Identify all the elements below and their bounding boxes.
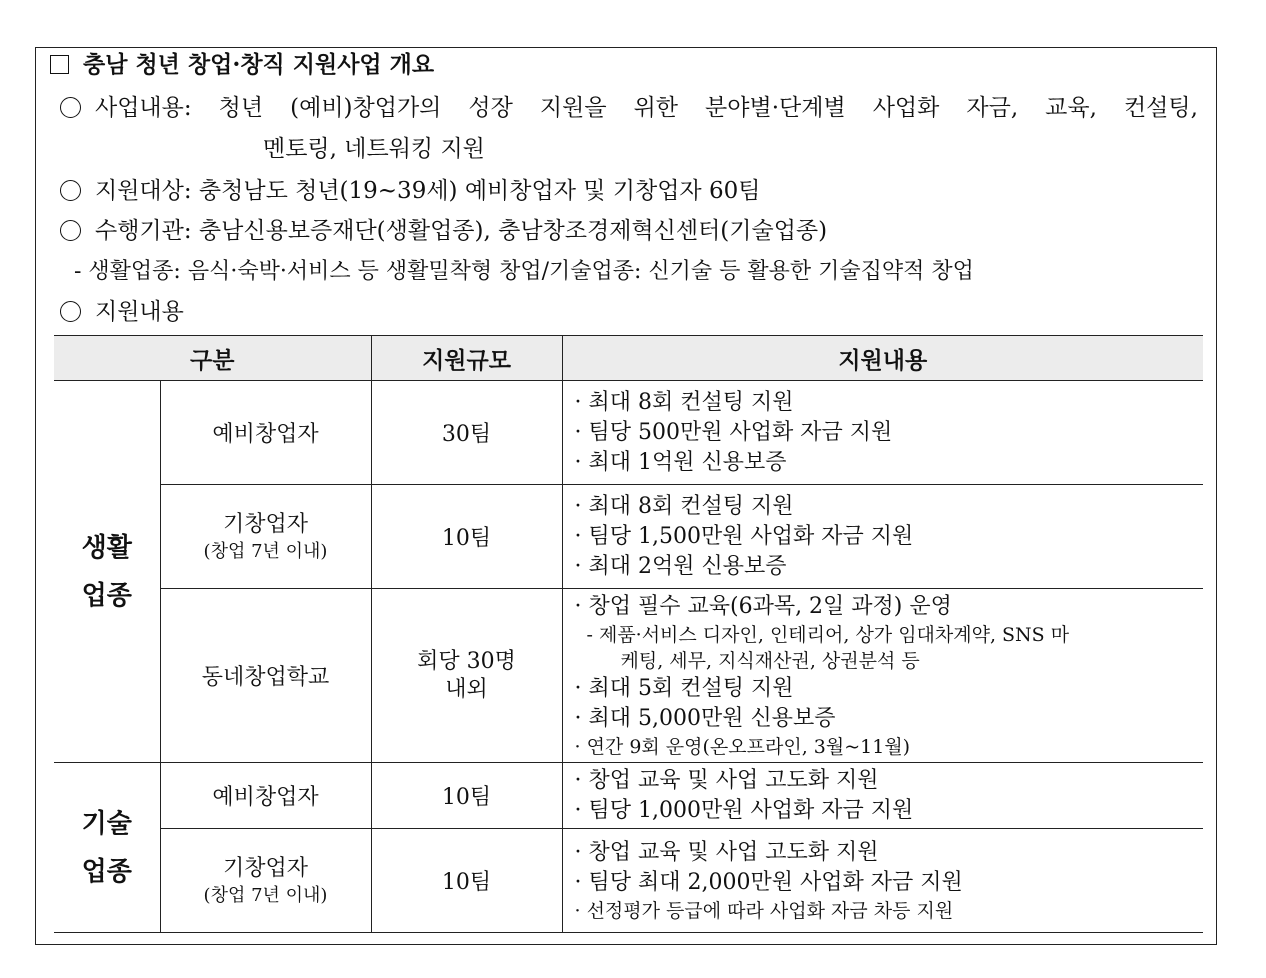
- table-row: [54, 829, 1203, 933]
- scale-cell: 회당 30명 내외: [371, 589, 562, 763]
- scale-cell: 30팀: [371, 381, 562, 485]
- content-cell: · 최대 8회 컨설팅 지원 · 팀당 500만원 사업화 자금 지원 · 최대 1억원 신용보증: [562, 381, 1203, 485]
- table-row: [54, 485, 1203, 589]
- type-cell: 예비창업자: [160, 381, 371, 485]
- category-life: 생활 업종: [54, 381, 160, 763]
- table-header-row: [54, 336, 1203, 381]
- overview-business: 사업내용: 청년 (예비)창업가의 성장 지원을 위한 분야별·단계별 사업화 자금, 교육, 컨설팅,: [60, 93, 1198, 123]
- type-cell: 동네창업학교: [160, 589, 371, 763]
- table-row: [54, 589, 1203, 763]
- document-title: 충남 청년 창업·창직 지원사업 개요: [50, 50, 434, 80]
- scale-cell: 10팀: [371, 763, 562, 829]
- overview-support: 지원내용: [60, 297, 184, 327]
- content-cell: · 창업 교육 및 사업 고도화 지원 · 팀당 1,000만원 사업화 자금 지원: [562, 763, 1203, 829]
- square-bullet-icon: [50, 55, 69, 74]
- overview-agency: 수행기관: 충남신용보증재단(생활업종), 충남창조경제혁신센터(기술업종): [60, 216, 827, 246]
- content-cell: · 최대 8회 컨설팅 지원 · 팀당 1,500만원 사업화 자금 지원 · 최대 2억원 신용보증: [562, 485, 1203, 589]
- overview-business-cont: 멘토링, 네트워킹 지원: [263, 136, 485, 162]
- type-cell: 기창업자 (창업 7년 이내): [160, 485, 371, 589]
- header-category: 구분: [54, 336, 371, 381]
- support-table: [54, 335, 1203, 933]
- overview-target: 지원대상: 충청남도 청년(19~39세) 예비창업자 및 기창업자 60팀: [60, 176, 760, 206]
- scale-cell: 10팀: [371, 829, 562, 933]
- table-row: [54, 381, 1203, 485]
- scale-cell: 10팀: [371, 485, 562, 589]
- content-cell: · 창업 필수 교육(6과목, 2일 과정) 운영 - 제품·서비스 디자인, 인테리어, 상가 임대차계약, SNS 마 케팅, 세무, 지식재산권, 상권분석 등 · 최대 5회 컨설팅 지원 · 최대 5,000만원 신용보증 · 연간 9회 운영(온오프라인, 3월~11월): [562, 589, 1203, 763]
- table-row: [54, 763, 1203, 829]
- header-scale: 지원규모: [371, 336, 562, 381]
- circle-bullet-icon: [60, 180, 81, 201]
- header-content: 지원내용: [562, 336, 1203, 381]
- circle-bullet-icon: [60, 301, 81, 322]
- type-cell: 기창업자 (창업 7년 이내): [160, 829, 371, 933]
- circle-bullet-icon: [60, 220, 81, 241]
- overview-note: - 생활업종: 음식·숙박·서비스 등 생활밀착형 창업/기술업종: 신기술 등 활용한 기술집약적 창업: [74, 259, 974, 284]
- content-cell: · 창업 교육 및 사업 고도화 지원 · 팀당 최대 2,000만원 사업화 자금 지원 · 선정평가 등급에 따라 사업화 자금 차등 지원: [562, 829, 1203, 933]
- category-tech: 기술 업종: [54, 763, 160, 933]
- type-cell: 예비창업자: [160, 763, 371, 829]
- circle-bullet-icon: [60, 97, 81, 118]
